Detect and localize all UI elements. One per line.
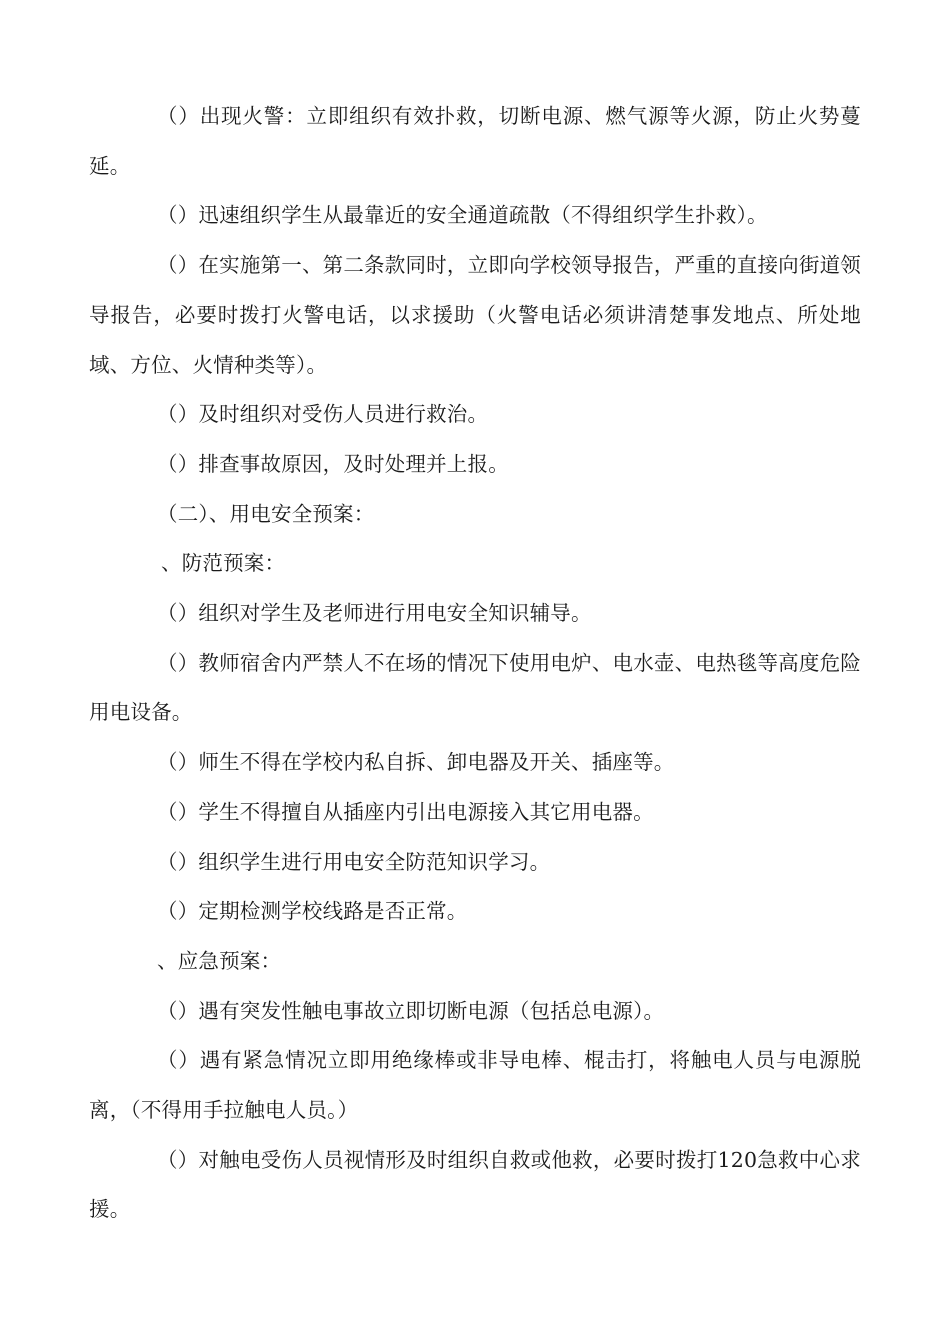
section-heading-electric-safety: （二）、用电安全预案： [157,501,375,526]
paragraph-study: （）组织学生进行用电安全防范知识学习。 [157,849,551,874]
paragraph-inspect-lines: （）定期检测学校线路是否正常。 [157,899,468,924]
paragraph-no-dismantle: （）师生不得在学校内私自拆、卸电器及开关、插座等。 [157,750,675,775]
paragraph-first-aid: （）对触电受伤人员视情形及时组织自救或他救，必要时拨打120急救中心求援。 [89,1147,861,1222]
paragraph-cut-power: （）遇有突发性触电事故立即切断电源（包括总电源）。 [157,998,665,1023]
paragraph-dormitory: （）教师宿舍内严禁人不在场的情况下使用电炉、电水壶、电热毯等高度危险用电设备。 [89,650,861,725]
paragraph-treat-injured: （）及时组织对受伤人员进行救治。 [157,402,489,427]
subheading-prevention: 、防范预案： [161,551,286,576]
document-body [89,92,861,1235]
paragraph-separate-victim: （）遇有紧急情况立即用绝缘棒或非导电棒、棍击打，将触电人员与电源脱离，（不得用手拉触电人员。） [89,1048,861,1123]
paragraph-evacuate: （）迅速组织学生从最靠近的安全通道疏散（不得组织学生扑救）。 [157,203,768,228]
paragraph-investigate: （）排查事故原因，及时处理并上报。 [157,451,509,476]
paragraph-fire-alarm: （）出现火警：立即组织有效扑救，切断电源、燃气源等火源，防止火势蔓延。 [89,104,861,178]
paragraph-training: （）组织对学生及老师进行用电安全知识辅导。 [157,601,592,626]
paragraph-no-wiring: （）学生不得擅自从插座内引出电源接入其它用电器。 [157,799,654,824]
subheading-emergency: 、应急预案： [157,948,282,973]
paragraph-report: （）在实施第一、第二条款同时，立即向学校领导报告，严重的直接向街道领导报告，必要时拨打火警电话，以求援助（火警电话必须讲清楚事发地点、所处地域、方位、火情种类等）。 [89,253,861,377]
